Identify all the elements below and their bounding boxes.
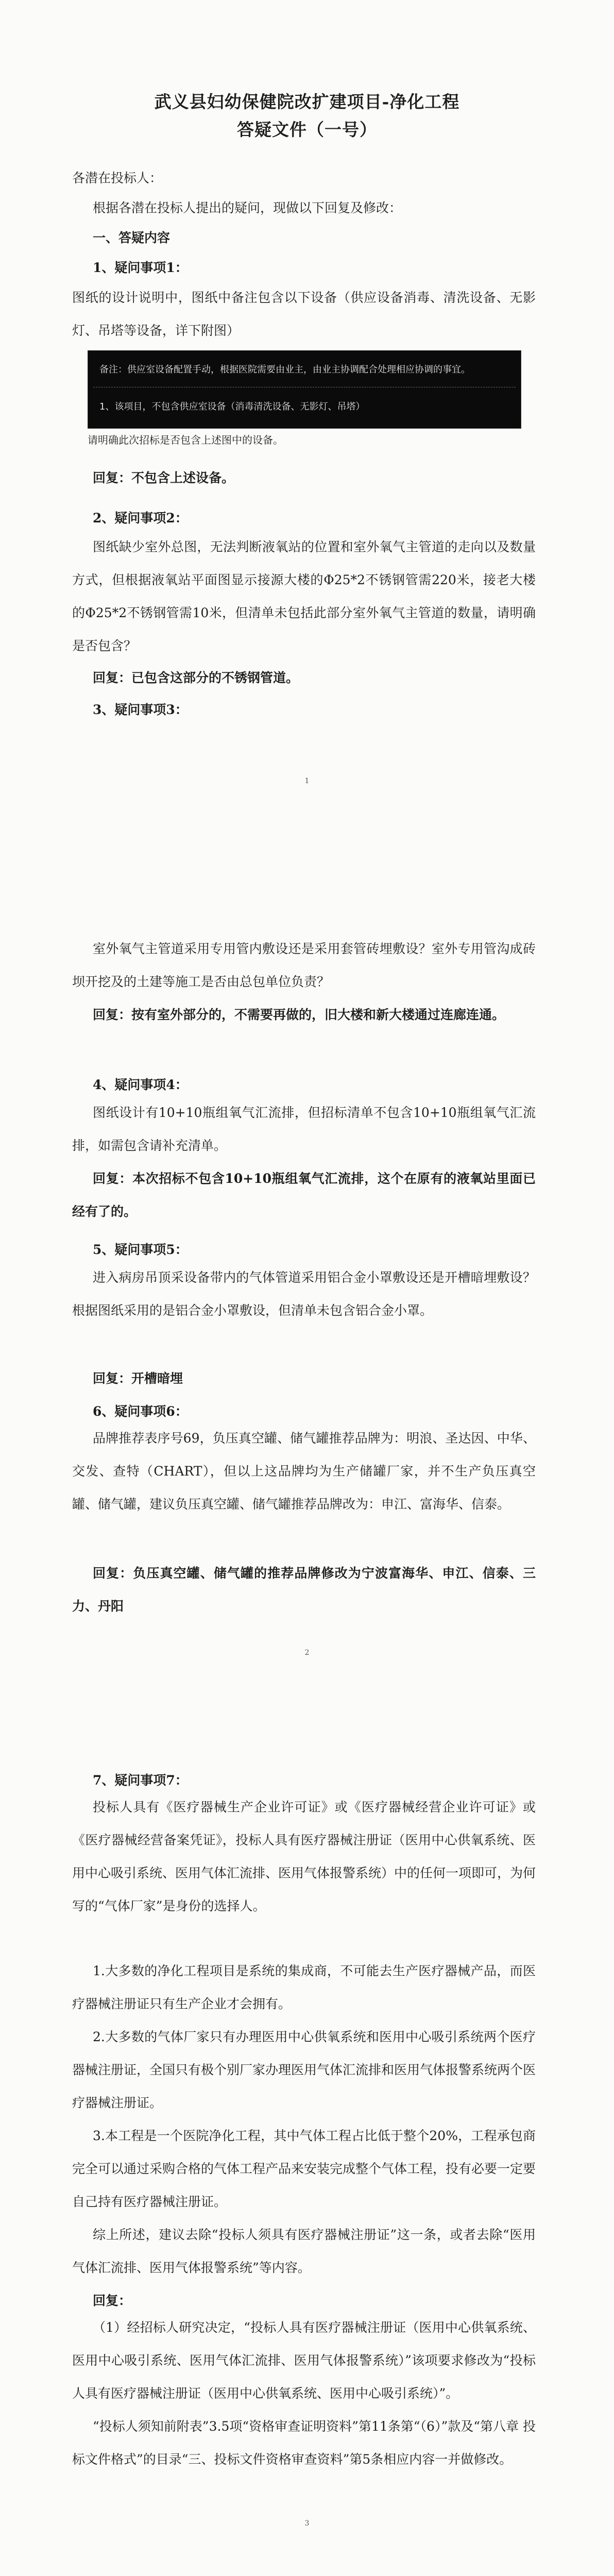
question-5-answer: 回复：开槽暗埋 <box>93 1371 183 1386</box>
scanned-drawing-note-image <box>88 350 521 429</box>
document-title: 武义县妇幼保健院改扩建项目-净化工程 <box>154 92 460 112</box>
page-number: 1 <box>304 777 310 785</box>
question-1-label: 1、疑问事项1： <box>93 260 188 275</box>
question-3-answer: 回复：按有室外部分的，不需要再做的，旧大楼和新大楼通过连廊连通。 <box>93 1007 505 1022</box>
document-subtitle: 答疑文件（一号） <box>237 120 377 140</box>
intro-text: 根据各潜在投标人提出的疑问，现做以下回复及修改： <box>93 200 402 215</box>
question-2-answer: 回复：已包含这部分的不锈钢管道。 <box>93 670 299 685</box>
question-6-label: 6、疑问事项6： <box>93 1404 188 1419</box>
question-7-answer-1: （1）经招标人研究决定，“投标人具有医疗器械注册证（医用中心供氧系统、医用中心吸引系统、医用气体汇流排、医用气体报警系统）”该项要求修改为“投标人具有医疗器械注册证（医用中心供氧系统、医用中心吸引系统）”。 <box>72 2320 536 2401</box>
question-4-text: 图纸设计有10+10瓶组氧气汇流排，但招标清单不包含10+10瓶组氧气汇流排，如需包含请补充清单。 <box>72 1105 536 1153</box>
question-4-label: 4、疑问事项4： <box>93 1077 188 1092</box>
image-caption: 请明确此次招标是否包含上述图中的设备。 <box>88 434 283 446</box>
document-page-1 <box>0 0 614 845</box>
question-3-label: 3、疑问事项3： <box>93 702 188 717</box>
question-5-label: 5、疑问事项5： <box>93 1242 188 1257</box>
question-7-conclusion: 综上所述，建议去除“投标人须具有医疗器械注册证”这一条，或者去除“医用气体汇流排、医用气体报警系统”等内容。 <box>72 2227 536 2275</box>
scan-note-line-1: 备注：供应室设备配置手动，根据医院需要由业主，由业主协调配合处理相应协调的事宜。 <box>99 364 470 375</box>
document-page-3 <box>0 1695 614 2545</box>
question-1-answer: 回复：不包含上述设备。 <box>93 470 235 485</box>
question-2-label: 2、疑问事项2： <box>93 511 188 526</box>
question-2-text: 图纸缺少室外总图，无法判断液氧站的位置和室外氧气主管道的走向以及数量方式，但根据液氧站平面图显示接源大楼的Φ25*2不锈钢管需220米，接老大楼的Φ25*2不锈钢管需10米，但清单未包括此部分室外氧气主管道的数量，请明确是否包含？ <box>72 539 536 653</box>
question-5-text: 进入病房吊顶采设备带内的气体管道采用铝合金小罩敷设还是开槽暗埋敷设？根据图纸采用的是铝合金小罩敷设，但清单未包含铝合金小罩。 <box>72 1270 536 1318</box>
document-page-2 <box>0 845 614 1695</box>
scan-note-line-2: 1、该项目，不包含供应室设备（消毒清洗设备、无影灯、吊塔） <box>99 401 365 412</box>
page-number: 2 <box>304 1649 310 1657</box>
section-heading-1: 一、答疑内容 <box>93 230 170 245</box>
question-7-reason-1: 1.大多数的净化工程项目是系统的集成商，不可能去生产医疗器械产品，而医疗器械注册证只有生产企业才会拥有。 <box>72 1963 536 2011</box>
question-4-answer: 回复：本次招标不包含10+10瓶组氧气汇流排，这个在原有的液氧站里面已经有了的。 <box>72 1171 536 1219</box>
question-3-text: 室外氧气主管道采用专用管内敷设还是采用套管砖埋敷设？室外专用管沟成砖坝开挖及的土建等施工是否由总包单位负责？ <box>72 941 536 989</box>
document-page-4 <box>0 2545 614 2576</box>
question-7-text: 投标人具有《医疗器械生产企业许可证》或《医疗器械经营企业许可证》或《医疗器械经营备案凭证》，投标人具有医疗器械注册证（医用中心供氧系统、医用中心吸引系统、医用气体汇流排、医用气体报警系统）中的任何一项即可，为何写的“气体厂家”是身份的选择人。 <box>72 1800 536 1913</box>
question-7-reason-3: 3.本工程是一个医院净化工程，其中气体工程占比低于整个20%，工程承包商完全可以通过采购合格的气体工程产品来安装完成整个气体工程，投有必要一定要自己持有医疗器械注册证。 <box>72 2128 536 2209</box>
question-6-answer: 回复：负压真空罐、储气罐的推荐品牌修改为宁波富海华、申江、信泰、三力、丹阳 <box>72 1566 536 1614</box>
page-number: 3 <box>304 2519 310 2528</box>
salutation: 各潜在投标人： <box>72 171 163 185</box>
question-7-answer-label: 回复： <box>93 2293 132 2308</box>
question-6-text: 品牌推荐表序号69，负压真空罐、储气罐推荐品牌为：明浪、圣达因、中华、交发、查特（CHART），但以上这品牌均为生产储罐厂家，并不生产负压真空罐、储气罐，建议负压真空罐、储气罐推荐品牌改为：申江、富海华、信泰。 <box>72 1431 536 1512</box>
question-7-answer-2: “投标人须知前附表”3.5项“资格审查证明资料”第11条第“（6）”款及“第八章 投标文件格式”的目录“三、投标文件资格审查资料”第5条相应内容一并做修改。 <box>72 2419 536 2467</box>
question-7-reason-2: 2.大多数的气体厂家只有办理医用中心供氧系统和医用中心吸引系统两个医疗器械注册证，全国只有极个别厂家办理医用气体汇流排和医用气体报警系统两个医疗器械注册证。 <box>72 2029 536 2110</box>
question-7-label: 7、疑问事项7： <box>93 1773 188 1788</box>
question-1-text: 图纸的设计说明中，图纸中备注包含以下设备（供应设备消毒、清洗设备、无影灯、吊塔等设备，详下附图） <box>72 290 536 338</box>
